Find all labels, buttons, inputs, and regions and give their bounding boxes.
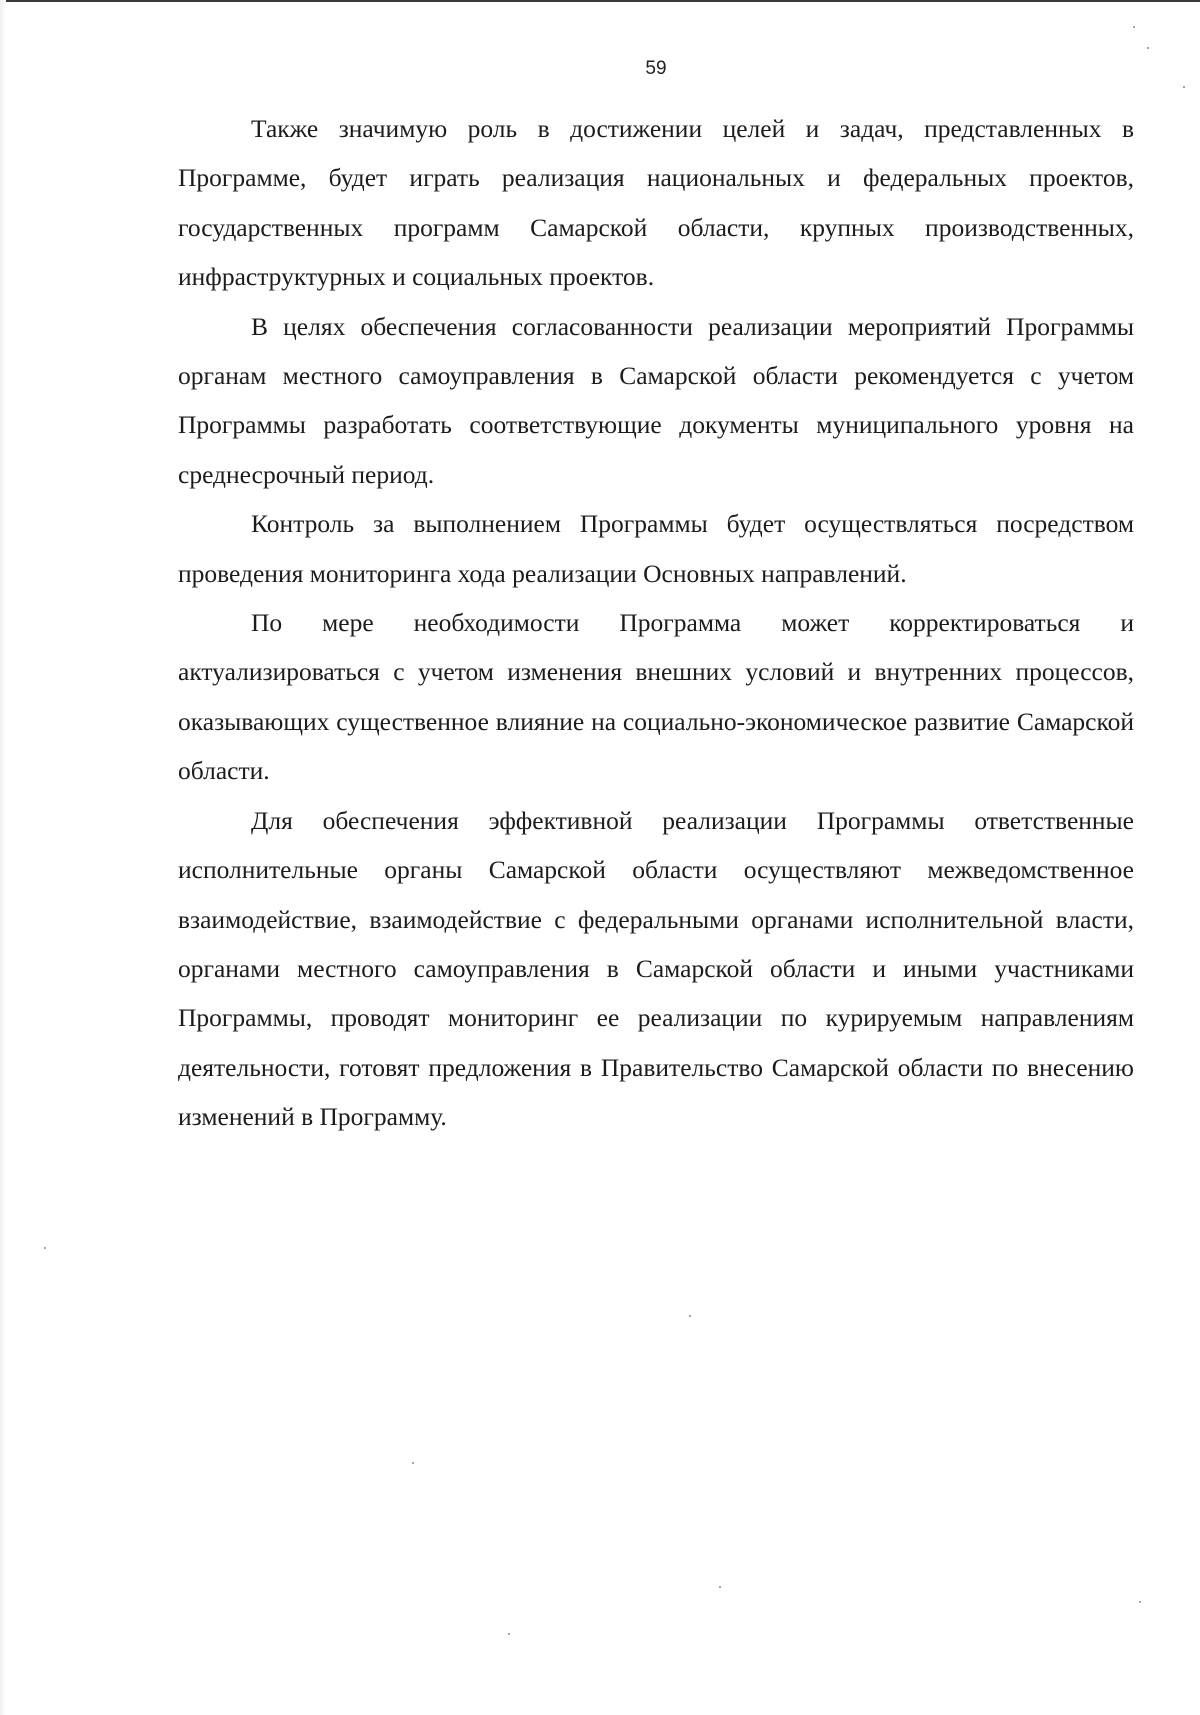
scan-speck xyxy=(1133,26,1135,28)
document-body xyxy=(178,104,1134,1142)
scan-speck xyxy=(1139,1601,1141,1603)
scan-border-left xyxy=(0,0,6,1715)
paragraph-4: По мере необходимости Программа может корректироваться и актуализироваться с учетом изменения внешних условий и внутренних процессов, оказывающих существенное влияние на социально-экономическое развитие Самарской области. xyxy=(178,608,1134,786)
scan-speck xyxy=(44,1247,46,1249)
paragraph-5: Для обеспечения эффективной реализации Программы ответственные исполнительные органы Самарской области осуществляют межведомственное взаимодействие, взаимодействие с федеральными органами исполнительной власти, органами местного самоуправления в Самарской области и иными участниками Программы, проводят мониторинг ее реализации по курируемым направлениям деятельности, готовят предложения в Правительство Самарской области по внесению изменений в Программу. xyxy=(178,805,1134,1132)
paragraph-1: Также значимую роль в достижении целей и задач, представленных в Программе, будет играть реализация национальных и федеральных проектов, государственных программ Самарской области, крупных производственных, инфраструктурных и социальных проектов. xyxy=(178,114,1134,292)
paragraph-3: Контроль за выполнением Программы будет осуществляться посредством проведения мониторинга хода реализации Основных направлений. xyxy=(178,509,1134,588)
paragraph-2: В целях обеспечения согласованности реализации мероприятий Программы органам местного самоуправления в Самарской области рекомендуется с учетом Программы разработать соответствующие документы муниципального уровня на среднесрочный период. xyxy=(178,311,1134,489)
page-number: 59 xyxy=(645,58,667,79)
scan-speck xyxy=(508,1633,510,1635)
scan-speck xyxy=(689,1315,691,1317)
scan-speck xyxy=(719,1586,721,1588)
scan-border-top xyxy=(0,0,1200,2)
scan-speck xyxy=(412,1462,414,1464)
scan-speck xyxy=(1147,47,1149,49)
scan-speck xyxy=(1183,86,1185,88)
